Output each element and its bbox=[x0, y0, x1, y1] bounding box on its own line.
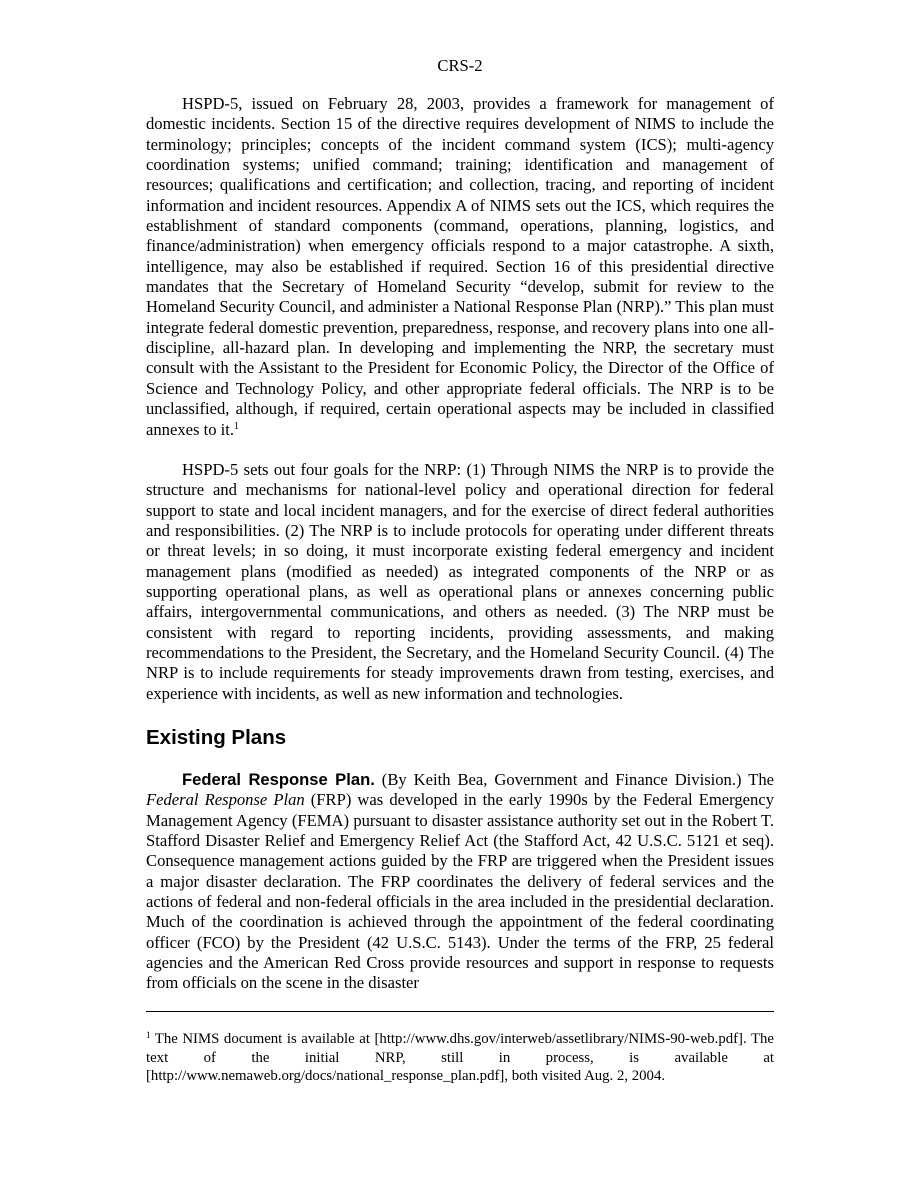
footnote-reference[interactable]: 1 bbox=[234, 420, 240, 432]
footnote bbox=[146, 1030, 774, 1086]
paragraph-federal-response-plan bbox=[146, 770, 774, 994]
page-number: CRS-2 bbox=[437, 56, 483, 75]
footnote-divider bbox=[146, 1011, 774, 1012]
run-in-heading: Federal Response Plan. bbox=[182, 769, 375, 789]
paragraph-nrp-goals bbox=[146, 460, 774, 704]
paragraph-text: (FRP) was developed in the early 1990s by the Federal Emergency Management Agency (FEMA) pursuant to disaster assistance authority set out in the Robert T. Stafford Disaster Relief and Emergency Relief Act (the Stafford Act, 42 U.S.C. 5121 et seq). Consequence management actions guided by the FRP are triggered when the President issues a major disaster declaration. The FRP coordinates the delivery of federal services and the actions of federal and non-federal officials in the area included in the presidential declaration. Much of the coordination is achieved through the appointment of the federal coordinating officer (FCO) by the President (42 U.S.C. 5143). Under the terms of the FRP, 25 federal agencies and the American Red Cross provide resources and support in response to requests from officials on the scene in the disaster bbox=[146, 790, 774, 993]
paragraph-text: HSPD-5, issued on February 28, 2003, provides a framework for management of domestic incidents. Section 15 of the directive requires development of NIMS to include the terminology; principles; concepts of the incident command system (ICS); multi-agency coordination systems; unified command; training; identification and management of resources; qualifications and certification; and collection, tracing, and reporting of incident information and incident resources. Appendix A of NIMS sets out the ICS, which requires the establishment of standard components (command, operations, planning, logistics, and finance/administration) when emergency officials respond to a major catastrophe. A sixth, intelligence, may also be established if required. Section 16 of this presidential directive mandates that the Secretary of Homeland Security “develop, submit for review to the Homeland Security Council, and administer a National Response Plan (NRP).” This plan must integrate federal domestic prevention, preparedness, response, and recovery plans into one all-discipline, all-hazard plan. In developing and implementing the NRP, the secretary must consult with the Assistant to the President for Economic Policy, the Director of the Office of Science and Technology Policy, and other appropriate federal officials. The NRP is to be unclassified, although, if required, certain operational aspects may be included in classified annexes to it. bbox=[146, 94, 774, 439]
document-body bbox=[146, 94, 774, 994]
footnote-marker: 1 bbox=[146, 1030, 151, 1040]
paragraph-text: HSPD-5 sets out four goals for the NRP: (1) Through NIMS the NRP is to provide the structure and mechanisms for national-level policy and operational direction for federal support to state and local incident managers, and for the exercise of direct federal authorities and responsibilities. (2) The NRP is to include protocols for operating under different threats or threat levels; in so doing, it must incorporate existing federal emergency and incident management plans (modified as needed) as integrated components of the NRP or as supporting operational plans, as well as operational plans or annexes concerning public affairs, intergovernmental communications, and others as needed. (3) The NRP must be consistent with regard to reporting incidents, providing assessments, and making recommendations to the President, the Secretary, and the Homeland Security Council. (4) The NRP is to include requirements for steady improvements drawn from testing, exercises, and experience with incidents, as well as new information and technologies. bbox=[146, 459, 774, 703]
paragraph-hspd5-framework bbox=[146, 94, 774, 440]
footnote-text: The NIMS document is available at [http://www.dhs.gov/interweb/assetlibrary/NIMS-90-web.pdf]. The text of the initial NRP, still in process, is available at [http://www.nemaweb.org/docs/national_response_plan.pdf], both visited Aug. 2, 2004. bbox=[146, 1031, 774, 1085]
section-heading: Existing Plans bbox=[146, 725, 287, 749]
plan-title-italic: Federal Response Plan bbox=[146, 790, 305, 810]
paragraph-text: (By Keith Bea, Government and Finance Division.) The bbox=[374, 769, 774, 789]
